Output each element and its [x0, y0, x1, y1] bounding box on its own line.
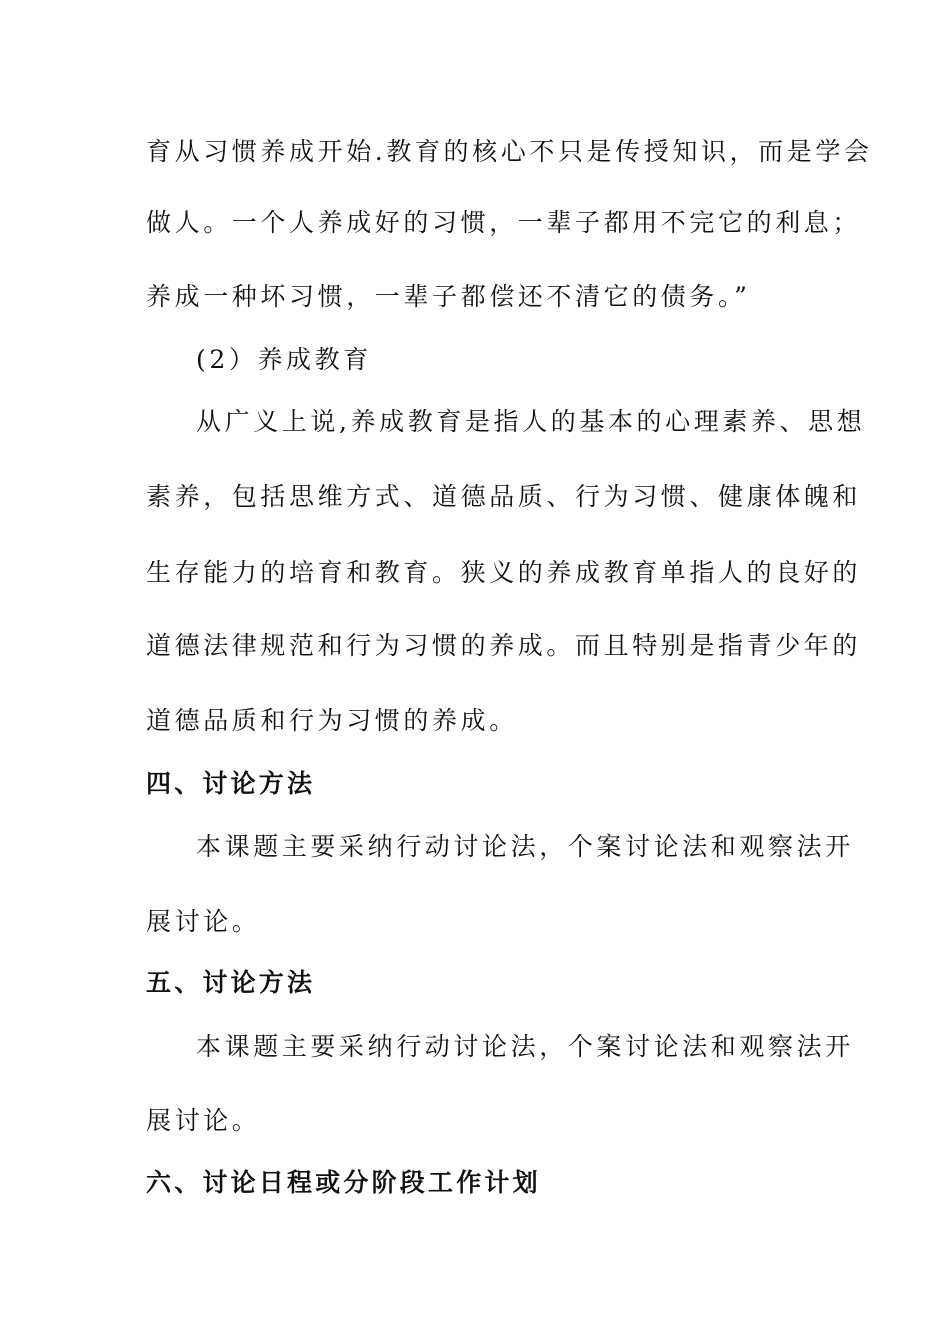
paragraph-line: 养成一种坏习惯，一辈子都偿还不清它的债务。” — [146, 282, 751, 311]
paragraph-line: 素养，包括思维方式、道德品质、行为习惯、健康体魄和 — [146, 482, 862, 511]
paragraph-line: 道德法律规范和行为习惯的养成。而且特别是指青少年的 — [146, 631, 862, 660]
paragraph-line: 本课题主要采纳行动讨论法，个案讨论法和观察法开 — [196, 832, 854, 861]
section-heading: 四、讨论方法 — [146, 769, 316, 798]
paragraph-line: 从广义上说,养成教育是指人的基本的心理素养、思想 — [196, 407, 866, 436]
paragraph-line: 道德品质和行为习惯的养成。 — [146, 706, 518, 735]
paragraph-line: 生存能力的培育和教育。狭义的养成教育单指人的良好的 — [146, 558, 862, 587]
section-heading: 五、讨论方法 — [146, 968, 316, 997]
paragraph-line: 育从习惯养成开始.教育的核心不只是传授知识，而是学会 — [146, 137, 873, 166]
paragraph-line: 展讨论。 — [146, 1106, 261, 1135]
section-heading: 六、讨论日程或分阶段工作计划 — [146, 1168, 541, 1197]
paragraph-line: 展讨论。 — [146, 907, 261, 936]
paragraph-line: 本课题主要采纳行动讨论法，个案讨论法和观察法开 — [196, 1032, 854, 1061]
subheading: (2）养成教育 — [196, 345, 372, 374]
paragraph-line: 做人。一个人养成好的习惯，一辈子都用不完它的利息； — [146, 208, 862, 237]
